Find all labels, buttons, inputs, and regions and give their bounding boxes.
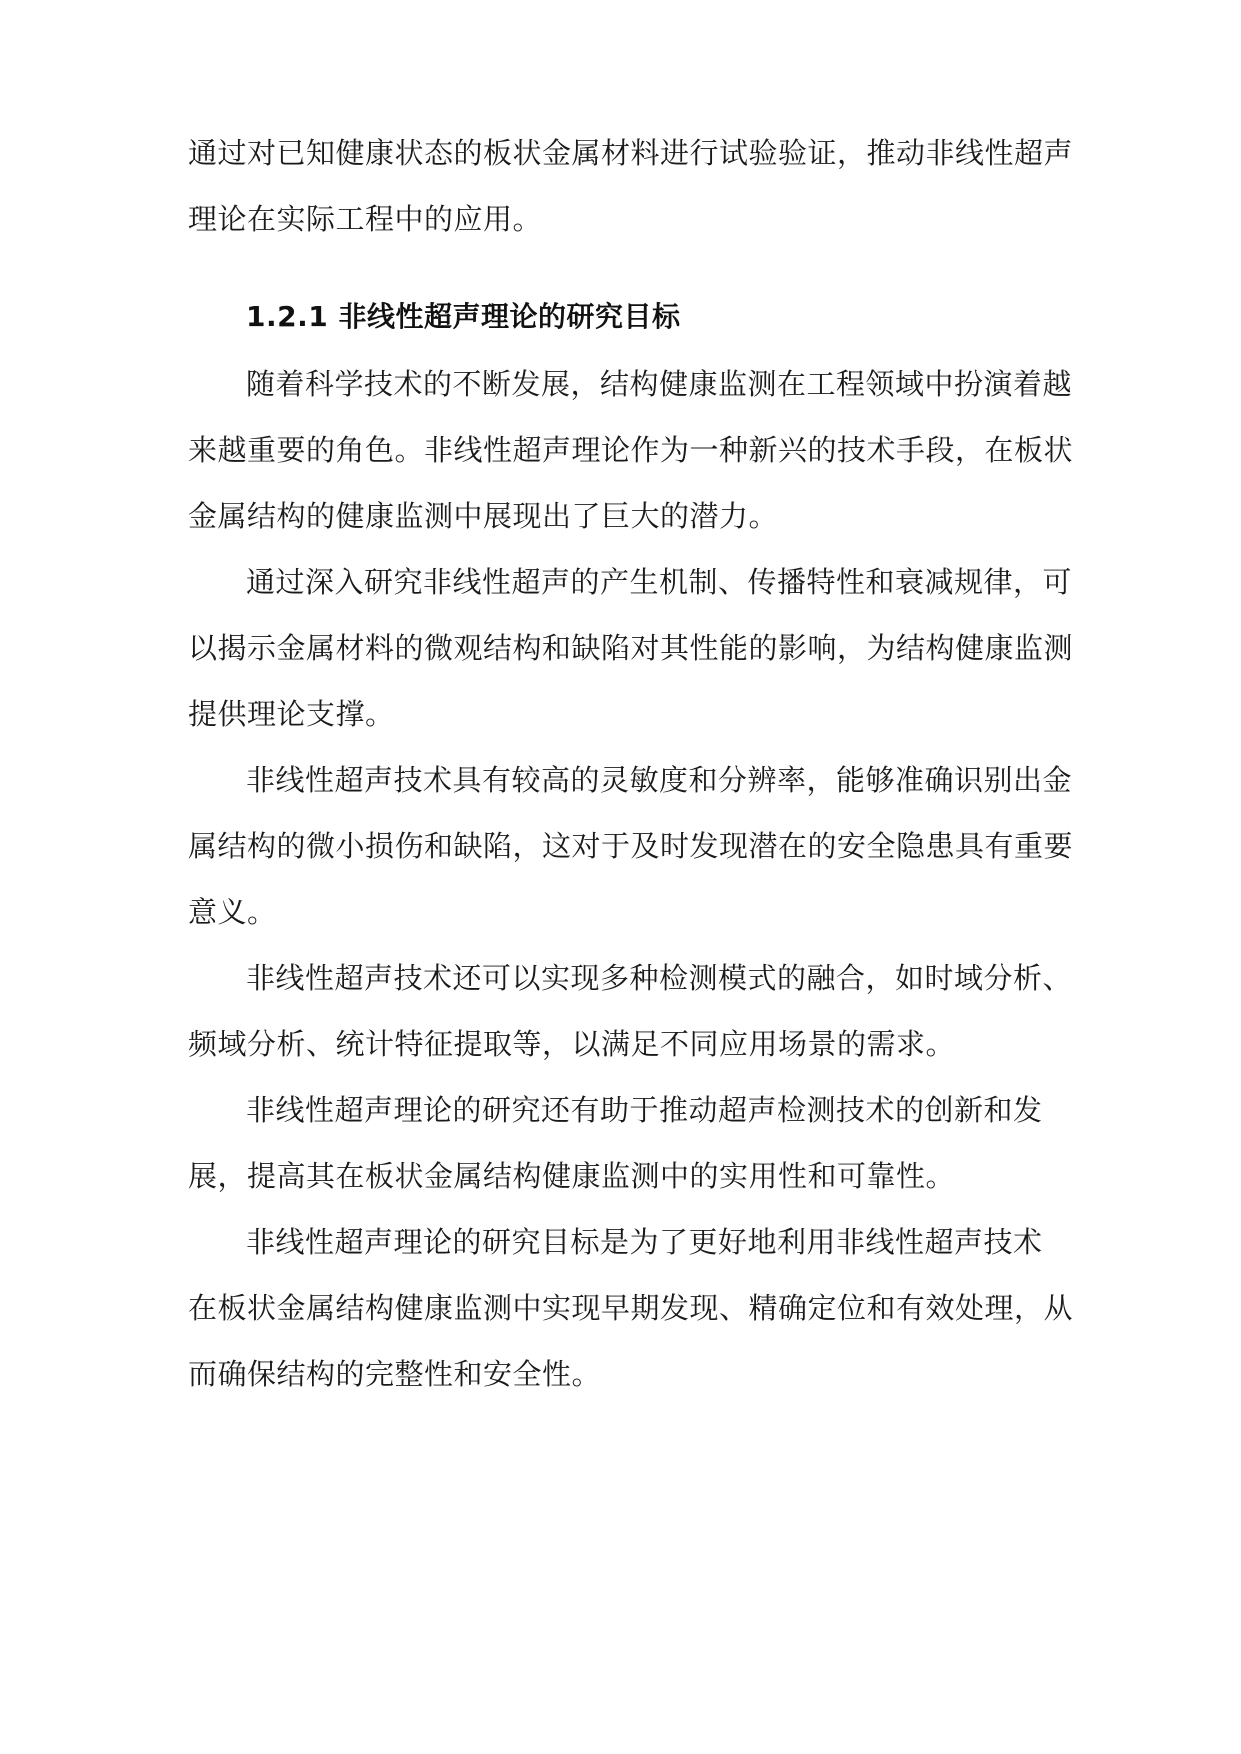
paragraph-5-line-2: 展，提高其在板状金属结构健康监测中的实用性和可靠性。 (188, 1159, 956, 1193)
paragraph-5-line-1: 非线性超声理论的研究还有助于推动超声检测技术的创新和发 (246, 1093, 1043, 1127)
paragraph-3-line-3: 意义。 (188, 895, 277, 929)
paragraph-2-line-1: 通过深入研究非线性超声的产生机制、传播特性和衰减规律，可 (246, 565, 1073, 599)
paragraph-2-line-2: 以揭示金属材料的微观结构和缺陷对其性能的影响，为结构健康监测 (188, 631, 1074, 665)
paragraph-6-line-3: 而确保结构的完整性和安全性。 (188, 1357, 602, 1391)
paragraph-4-line-2: 频域分析、统计特征提取等，以满足不同应用场景的需求。 (188, 1027, 956, 1061)
paragraph-1-line-3: 金属结构的健康监测中展现出了巨大的潜力。 (188, 499, 779, 533)
intro-paragraph-line-2: 理论在实际工程中的应用。 (188, 202, 543, 236)
paragraph-3-line-1: 非线性超声技术具有较高的灵敏度和分辨率，能够准确识别出金 (246, 763, 1073, 797)
paragraph-4-line-1: 非线性超声技术还可以实现多种检测模式的融合，如时域分析、 (246, 961, 1073, 995)
paragraph-6-line-1: 非线性超声理论的研究目标是为了更好地利用非线性超声技术 (246, 1225, 1043, 1259)
paragraph-6-line-2: 在板状金属结构健康监测中实现早期发现、精确定位和有效处理，从 (188, 1291, 1074, 1325)
paragraph-1-line-2: 来越重要的角色。非线性超声理论作为一种新兴的技术手段，在板状 (188, 433, 1074, 467)
intro-paragraph-line-1: 通过对已知健康状态的板状金属材料进行试验验证，推动非线性超声 (188, 136, 1074, 170)
paragraph-1-line-1: 随着科学技术的不断发展，结构健康监测在工程领域中扮演着越 (246, 367, 1073, 401)
paragraph-3-line-2: 属结构的微小损伤和缺陷，这对于及时发现潜在的安全隐患具有重要 (188, 829, 1074, 863)
paragraph-2-line-3: 提供理论支撑。 (188, 697, 395, 731)
section-heading: 1.2.1 非线性超声理论的研究目标 (246, 300, 681, 333)
